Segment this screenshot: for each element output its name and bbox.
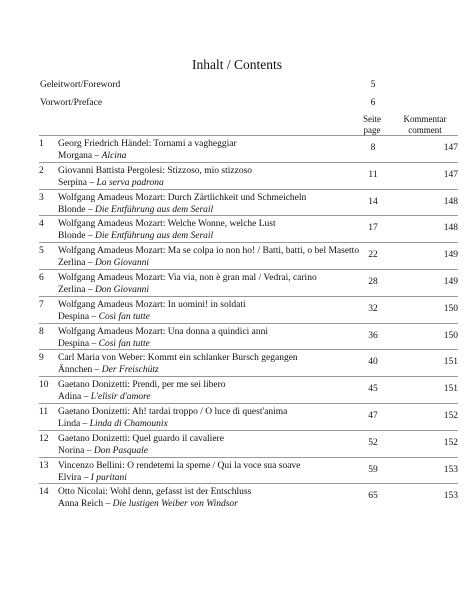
entry-title: Giovanni Battista Pergolesi: Stizzoso, mio stizzoso [58, 166, 253, 176]
page-title: Inhalt / Contents [192, 57, 282, 72]
entry-opera: I puritani [90, 473, 127, 483]
preface-page: 6 [370, 98, 376, 108]
entry-title: Gaetano Donizetti: Prendi, per me sei libero [58, 380, 226, 390]
entry-role-line [58, 473, 127, 483]
entry-divider [39, 269, 458, 270]
entry-role: Morgana – [58, 151, 102, 161]
entry-opera: Così fan tutte [98, 339, 150, 349]
entry-role-line [58, 365, 159, 375]
entry-page: 52 [368, 438, 378, 448]
entry-title: Wolfgang Amadeus Mozart: Durch Zärtlichkeit und Schmeicheln [58, 193, 307, 203]
entry-role: Blonde – [58, 231, 95, 241]
toc-entry [0, 139, 474, 169]
entry-page: 40 [368, 357, 378, 367]
entry-opera: Don Giovanni [94, 285, 150, 295]
entry-divider [39, 430, 458, 431]
entry-role-line [58, 258, 149, 268]
toc-entry [0, 434, 474, 464]
entry-divider [39, 323, 458, 324]
entry-comment-page: 153 [443, 465, 458, 475]
entry-opera: Alcina [101, 151, 127, 161]
entry-role: Zerlina – [58, 285, 95, 295]
entry-comment-page: 150 [443, 304, 458, 314]
toc-entry [0, 273, 474, 303]
entry-opera: Die lustigen Weiber von Windsor [112, 499, 238, 509]
foreword-label: Geleitwort/Foreword [40, 80, 121, 90]
entry-comment-page: 153 [443, 491, 458, 501]
entry-number: 6 [39, 273, 44, 283]
comment-column-header [392, 114, 458, 136]
entry-role: Despina – [58, 339, 99, 349]
entry-role: Ännchen – [58, 365, 102, 375]
entry-number: 3 [39, 193, 44, 203]
entry-opera: Don Pasquale [93, 446, 148, 456]
foreword-page: 5 [370, 80, 376, 90]
entry-title: Wolfgang Amadeus Mozart: Ma se colpa io non ho! / Batti, batti, o bel Masetto [58, 246, 360, 256]
entry-divider [39, 349, 458, 350]
entry-title: Wolfgang Amadeus Mozart: In uomini! in soldati [58, 300, 246, 310]
entry-page: 14 [368, 197, 378, 207]
entry-role: Elvira – [58, 473, 91, 483]
entry-opera: Der Freischütz [101, 365, 159, 375]
entry-title: Gaetano Donizetti: Ah! tardai troppo / O luce di quest'anima [58, 407, 288, 417]
toc-entry [0, 219, 474, 249]
entry-page: 65 [368, 491, 378, 501]
entry-divider [39, 376, 458, 377]
entry-role-line [58, 392, 151, 402]
entry-opera: Linda di Chamounix [89, 419, 168, 429]
entry-comment-page: 150 [443, 331, 458, 341]
seite-label: Seite [363, 114, 381, 124]
entry-number: 4 [39, 219, 44, 229]
entry-number: 7 [39, 300, 44, 310]
toc-entry [0, 246, 474, 276]
entry-comment-page: 152 [443, 438, 458, 448]
entry-divider [39, 215, 458, 216]
entry-page: 32 [368, 304, 378, 314]
entry-comment-page: 147 [443, 170, 458, 180]
entry-number: 13 [39, 461, 49, 471]
entry-page: 45 [368, 384, 378, 394]
entry-number: 8 [39, 327, 44, 337]
preface-label: Vorwort/Preface [40, 98, 103, 108]
entry-divider [39, 457, 458, 458]
entry-role: Despina – [58, 312, 99, 322]
entry-number: 11 [39, 407, 49, 417]
entry-page: 28 [368, 277, 378, 287]
entry-divider [39, 296, 458, 297]
toc-entry [0, 407, 474, 437]
entry-title: Gaetano Donizetti: Quel guardo il cavaliere [58, 434, 224, 444]
entry-page: 8 [370, 143, 376, 153]
entry-role-line [58, 205, 213, 215]
entry-number: 2 [39, 166, 44, 176]
entry-role-line [58, 151, 126, 161]
toc-entry [0, 166, 474, 196]
entry-number: 1 [39, 139, 44, 149]
entry-role: Blonde – [58, 205, 95, 215]
entry-divider [39, 135, 458, 136]
entry-role-line [58, 178, 164, 188]
entry-role: Linda – [58, 419, 90, 429]
entry-title: Carl Maria von Weber: Kommt ein schlanker Bursch gegangen [58, 353, 298, 363]
entry-page: 59 [368, 465, 378, 475]
entry-page: 47 [368, 411, 378, 421]
entry-comment-page: 149 [443, 277, 458, 287]
entry-comment-page: 148 [443, 223, 458, 233]
kommentar-label: Kommentar [403, 114, 447, 124]
entry-divider [39, 162, 458, 163]
toc-entry [0, 487, 474, 517]
page-label: page [363, 125, 381, 135]
entry-comment-page: 151 [443, 357, 458, 367]
entry-role-line [58, 419, 168, 429]
entry-title: Vincenzo Bellini: O rendetemi la speme / Qui la voce sua soave [58, 461, 301, 471]
page-column-header [354, 114, 390, 136]
entry-role-line [58, 231, 213, 241]
entry-divider [39, 403, 458, 404]
entry-page: 22 [368, 250, 378, 260]
entry-title: Otto Nicolai: Wohl denn, gefasst ist der Entschluss [58, 487, 252, 497]
entry-opera: L'elisir d'amore [90, 392, 151, 402]
comment-label: comment [408, 125, 442, 135]
entry-title: Wolfgang Amadeus Mozart: Via via, non è gran mal / Vedrai, carino [58, 273, 317, 283]
entry-role: Norina – [58, 446, 94, 456]
entry-number: 5 [39, 246, 44, 256]
entry-number: 12 [39, 434, 49, 444]
toc-entry [0, 353, 474, 383]
entry-divider [39, 483, 458, 484]
entry-opera: Die Entführung aus dem Serail [94, 205, 214, 215]
entry-role: Serpina – [58, 178, 97, 188]
entry-comment-page: 148 [443, 197, 458, 207]
entry-title: Georg Friedrich Händel: Tornami a vagheggiar [58, 139, 237, 149]
entry-role-line [58, 446, 148, 456]
entry-number: 9 [39, 353, 44, 363]
entry-role: Adina – [58, 392, 91, 402]
entry-role-line [58, 499, 238, 509]
entry-opera: Così fan tutte [98, 312, 150, 322]
entry-opera: Die Entführung aus dem Serail [94, 231, 214, 241]
entry-opera: Don Giovanni [94, 258, 150, 268]
entry-comment-page: 147 [443, 143, 458, 153]
entry-number: 14 [39, 487, 49, 497]
entry-comment-page: 152 [443, 411, 458, 421]
entry-role-line [58, 285, 149, 295]
entry-page: 36 [368, 331, 378, 341]
entry-role-line [58, 339, 150, 349]
entry-divider [39, 189, 458, 190]
entry-role-line [58, 312, 150, 322]
toc-entry [0, 380, 474, 410]
entry-title: Wolfgang Amadeus Mozart: Una donna a quindici anni [58, 327, 269, 337]
entry-divider [39, 242, 458, 243]
entry-role: Anna Reich – [58, 499, 113, 509]
entry-role: Zerlina – [58, 258, 95, 268]
entry-number: 10 [39, 380, 49, 390]
entry-title: Wolfgang Amadeus Mozart: Welche Wonne, welche Lust [58, 219, 276, 229]
entry-comment-page: 151 [443, 384, 458, 394]
entry-page: 11 [368, 170, 378, 180]
entry-page: 17 [368, 223, 378, 233]
entry-comment-page: 149 [443, 250, 458, 260]
toc-entry [0, 300, 474, 330]
entry-opera: La serva padrona [96, 178, 164, 188]
